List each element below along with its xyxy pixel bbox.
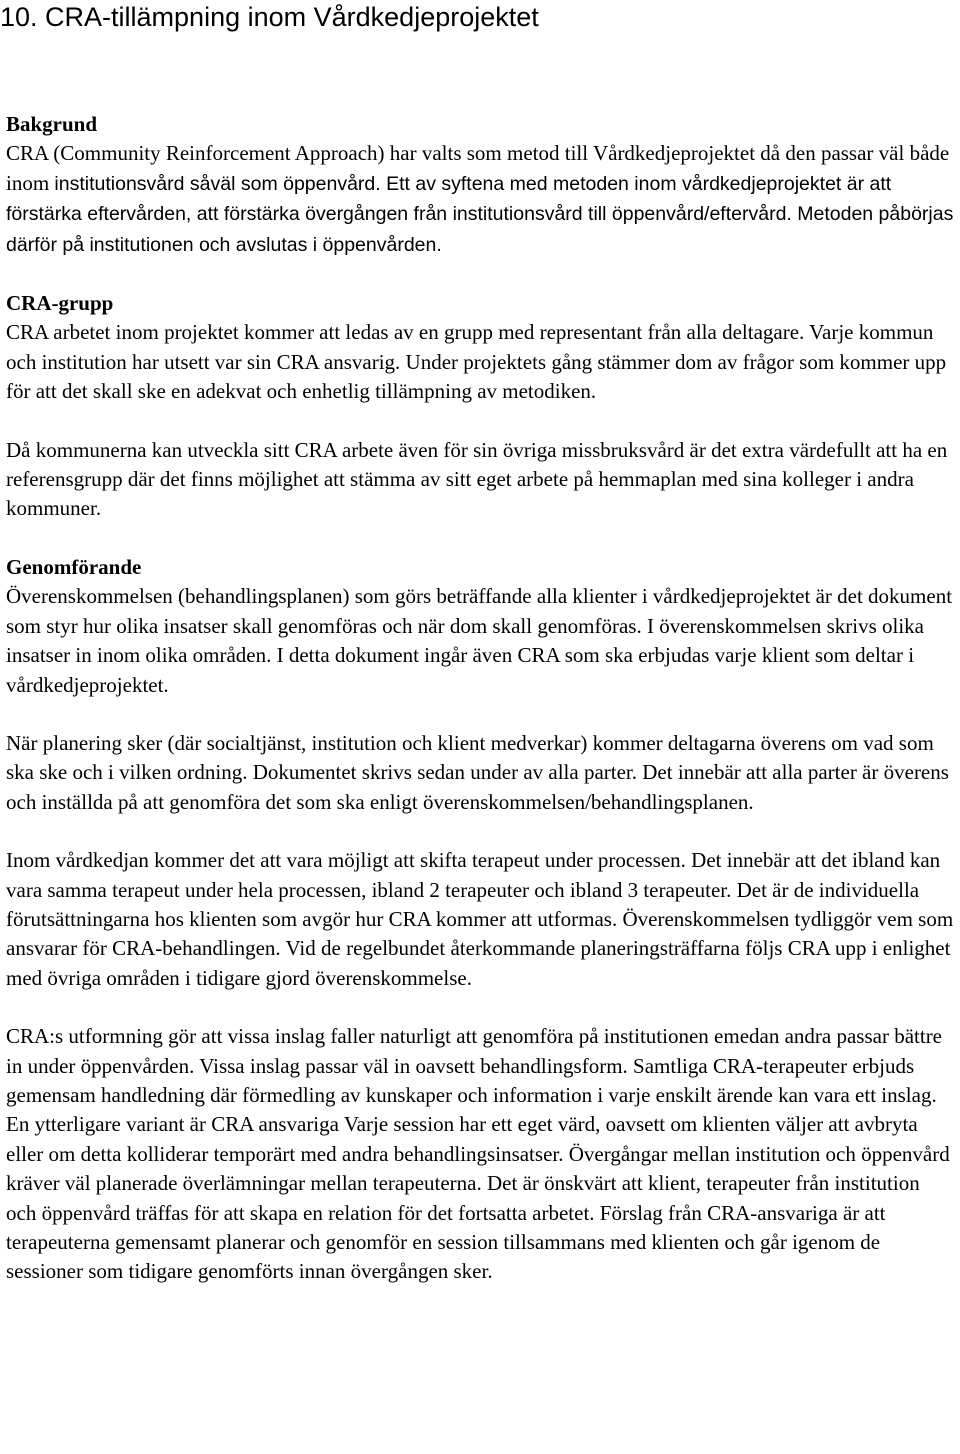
spacer (6, 260, 954, 289)
section-bakgrund (6, 110, 954, 260)
paragraph-genomforande-2: När planering sker (där socialtjänst, institution och klient medverkar) kommer deltagarna överens om vad som ska ske och i vilken ordning. Dokumentet skrivs sedan under av alla parter. Det innebär att alla parter är överens och inställda på att genomföra det som ska enligt överenskommelsen/behandlingsplanen. (6, 730, 949, 814)
paragraph-text: CRA arbetet inom projektet kommer att ledas av en grupp med representant från alla deltagare. (6, 320, 810, 345)
paragraph-bakgrund (6, 139, 954, 260)
spacer (6, 700, 954, 729)
spacer (6, 993, 954, 1022)
spacer (6, 817, 954, 846)
paragraph-genomforande-1: Överenskommelsen (behandlingsplanen) som görs beträffande alla klienter i vårdkedjeprojektet är det dokument som styr hur olika insatser skall genomföras och när dom skall genomföras. I överenskommelsen skrivs olika insatser in inom olika områden. I detta dokument ingår även CRA som ska erbjudas varje klient som deltar i vårdkedjeprojektet. (6, 584, 953, 697)
paragraph-text-sans: institutionsvård såväl som öppenvård. Ett av syftena med metoden inom vårdkedjeprojektet är att förstärka eftervården, att förstärka övergången från institutionsvård till öppenvård/eftervård. Metoden påbörjas därför på institutionen och avslutas i öppenvården. (6, 172, 954, 256)
section-genomforande (6, 553, 954, 1287)
section-cra-grupp (6, 289, 954, 524)
paragraph-cra-grupp-2: Då kommunerna kan utveckla sitt CRA arbete även för sin övriga missbruksvård är det extra värdefullt att ha en referensgrupp där det finns möjlighet att stämma av sitt eget arbete på hemmaplan med sina kolleger i andra kommuner. (6, 437, 948, 521)
paragraph-text: CRA (Community Reinforcement Approach) har valts som metod till Vårdkedjeprojektet då den passar väl både inom (6, 141, 950, 195)
spacer (6, 524, 954, 553)
paragraph-genomforande-3: Inom vårdkedjan kommer det att vara möjligt att skifta terapeut under processen. Det innebär att det ibland kan vara samma terapeut under hela processen, ibland 2 terapeuter och ibland 3 terapeuter. Det är de individuella förutsättningarna hos klienten som avgör hur CRA kommer att utformas. Överenskommelsen tydliggör vem som ansvarar för CRA-behandlingen. Vid de regelbundet återkommande planeringsträffarna följs CRA upp i enlighet med övriga områden i tidigare gjord överenskommelse. (6, 848, 954, 990)
spacer (6, 407, 954, 436)
spacer (6, 34, 954, 110)
section-heading-cra-grupp: CRA-grupp (6, 291, 114, 316)
paragraph-genomforande-4: CRA:s utformning gör att vissa inslag faller naturligt att genomföra på institutionen emedan andra passar bättre in under öppenvården. Vissa inslag passar väl in oavsett behandlingsform. Samtliga CRA-terapeuter erbjuds gemensam handledning där förmedling av kunskaper och information i varje enskilt ärende kan vara ett inslag. En ytterligare variant är CRA ansvariga Varje session har ett eget värd, oavsett om klienten väljer att avbryta eller om detta kolliderar temporärt med andra behandlingsinsatser. Övergångar mellan institution och öppenvård kräver väl planerade överlämningar mellan terapeuterna. Det är önskvärt att klient, terapeuter från institution och öppenvård träffas för att skapa en relation för det fortsatta arbetet. Förslag från CRA-ansvariga är att terapeuterna gemensamt planerar och genomför en session tillsammans med klienten och går igenom de sessioner som tidigare genomförts innan övergången sker. (6, 1024, 950, 1284)
paragraph-text: Varje kommun och institution har utsett var sin CRA ansvarig. (6, 320, 934, 374)
section-heading-bakgrund: Bakgrund (6, 112, 98, 136)
paragraph-cra-grupp-1 (6, 318, 954, 406)
section-heading-genomforande: Genomförande (6, 554, 142, 579)
page-title: 10. CRA-tillämpning inom Vårdkedjeprojektet (0, 2, 539, 32)
paragraph-text: Under projektets gång stämmer dom av frågor som kommer upp för att det skall ske en adekvat och enhetlig tillämpning av metodiken. (6, 349, 947, 404)
